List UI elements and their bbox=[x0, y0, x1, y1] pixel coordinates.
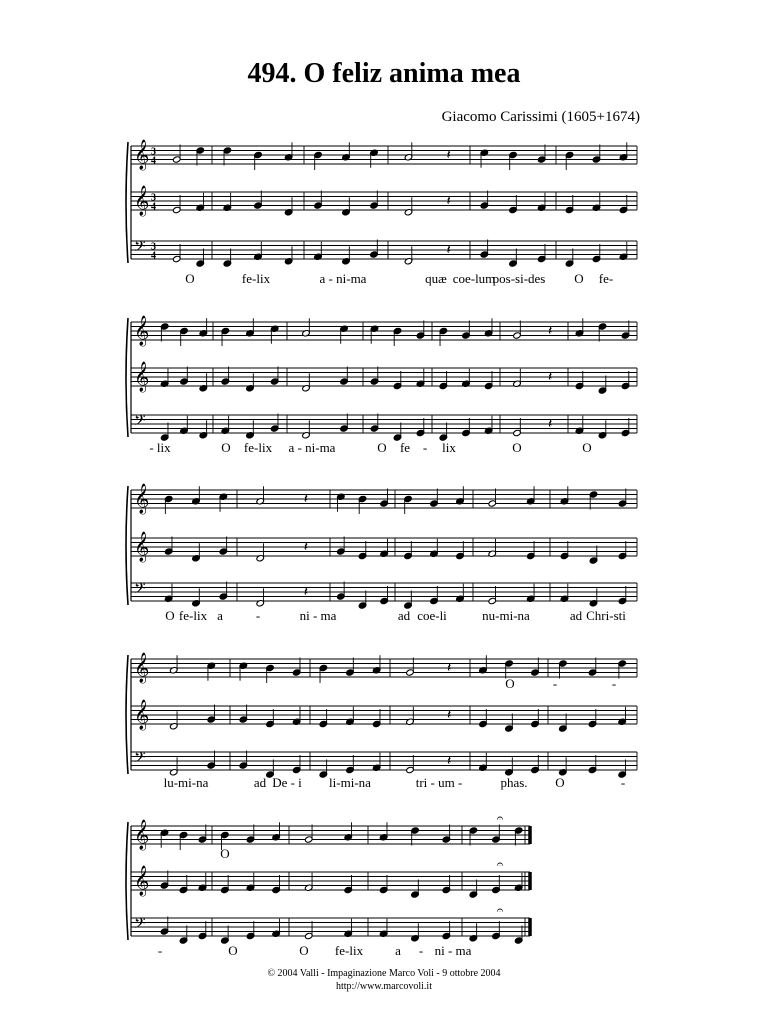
treble-clef-icon: 𝄞 bbox=[134, 700, 150, 730]
lyric-syllable: ni - ma bbox=[434, 943, 472, 958]
lyric-syllable: a - ni-ma bbox=[319, 271, 367, 286]
lyric-syllable: phas. bbox=[500, 775, 528, 790]
system-3 bbox=[126, 483, 637, 623]
lyric-syllable: fe-lix bbox=[241, 271, 271, 286]
lyric-syllable: O bbox=[221, 440, 231, 455]
staff-soprano bbox=[131, 652, 637, 684]
lyric-syllable: O bbox=[185, 271, 195, 286]
staff-bass bbox=[131, 238, 637, 262]
treble-clef-icon: 𝄞 bbox=[134, 866, 150, 896]
lyric-syllable: O bbox=[512, 440, 522, 455]
treble-clef-icon: 𝄞 bbox=[134, 653, 150, 683]
quarter-rest-icon: 𝄽 bbox=[446, 193, 451, 209]
lyric-syllable: O bbox=[377, 440, 387, 455]
lyric-syllable: coe-li bbox=[417, 608, 447, 623]
treble-clef-icon: 𝄞 bbox=[134, 316, 150, 346]
page-title: 494. O feliz anima mea bbox=[247, 58, 521, 89]
quarter-rest-icon: 𝄽 bbox=[447, 753, 452, 769]
lyric-syllable: lix bbox=[442, 440, 456, 455]
lyric-syllable: fe-lix bbox=[334, 943, 364, 958]
staff-soprano bbox=[131, 139, 637, 171]
quarter-rest-icon: 𝄽 bbox=[447, 707, 452, 723]
system-brace bbox=[126, 655, 128, 774]
lyric-syllable: lu-mi-na bbox=[163, 775, 209, 790]
time-signature-denominator: 4 bbox=[151, 250, 156, 262]
treble-clef-icon: 𝄞 bbox=[134, 820, 150, 850]
system-5 bbox=[126, 811, 530, 958]
treble-clef-icon: 𝄞 bbox=[134, 186, 150, 216]
lyric-syllable: fe- bbox=[598, 271, 614, 286]
bass-clef-icon: 𝄢 bbox=[134, 412, 146, 433]
bass-clef-icon: 𝄢 bbox=[134, 915, 146, 936]
treble-clef-icon: 𝄞 bbox=[134, 362, 150, 392]
quarter-rest-icon: 𝄽 bbox=[303, 491, 309, 507]
lyric-syllable: Chri-sti bbox=[586, 608, 626, 623]
quarter-rest-icon: 𝄽 bbox=[446, 147, 451, 163]
lyric-syllable: a bbox=[395, 943, 401, 958]
lyric-syllable: O bbox=[555, 775, 565, 790]
fermata-icon: 𝄐 bbox=[496, 811, 504, 825]
quarter-rest-icon: 𝄽 bbox=[303, 584, 309, 600]
inline-lyric: O bbox=[505, 676, 515, 691]
system-brace bbox=[126, 822, 128, 940]
lyric-syllable: a bbox=[217, 608, 223, 623]
lyric-syllable: - bbox=[620, 775, 626, 790]
lyric-syllable: quæ bbox=[425, 271, 447, 286]
system-brace bbox=[126, 486, 128, 605]
footer-copyright: © 2004 Valli - Impaginazione Marco Voli - 9 ottobre 2004 bbox=[267, 968, 501, 979]
time-signature-numerator: 3 bbox=[151, 192, 156, 204]
system-brace bbox=[126, 142, 128, 263]
staff-bass bbox=[131, 915, 530, 936]
staff-alto bbox=[131, 865, 530, 897]
bass-clef-icon: 𝄢 bbox=[134, 749, 146, 770]
staff-alto bbox=[131, 185, 637, 217]
lyric-syllable: ni - ma bbox=[299, 608, 337, 623]
quarter-rest-icon: 𝄽 bbox=[303, 539, 309, 555]
quarter-rest-icon: 𝄽 bbox=[548, 323, 553, 339]
time-signature-denominator: 4 bbox=[151, 201, 156, 213]
system-4 bbox=[126, 652, 637, 790]
lyric-syllable: O bbox=[582, 440, 592, 455]
fermata-icon: 𝄐 bbox=[496, 903, 504, 917]
staff-bass bbox=[131, 749, 637, 770]
lyric-syllable: O bbox=[574, 271, 584, 286]
lyric-syllable: - bbox=[418, 943, 424, 958]
lyric-syllable: O bbox=[165, 608, 175, 623]
fermata-icon: 𝄐 bbox=[496, 857, 504, 871]
lyric-syllable: O bbox=[228, 943, 238, 958]
lyric-syllable: fe bbox=[399, 440, 411, 455]
lyric-syllable: - bbox=[157, 943, 163, 958]
inline-lyric: - bbox=[552, 676, 558, 691]
treble-clef-icon: 𝄞 bbox=[134, 140, 150, 170]
time-signature-numerator: 3 bbox=[151, 146, 156, 158]
inline-lyric: - bbox=[611, 676, 617, 691]
lyric-syllable: fe-lix bbox=[178, 608, 208, 623]
treble-clef-icon: 𝄞 bbox=[134, 484, 150, 514]
lyric-syllable: De - i bbox=[272, 775, 302, 790]
footer-url: http://www.marcovoli.it bbox=[335, 981, 432, 992]
quarter-rest-icon: 𝄽 bbox=[548, 369, 553, 385]
system-brace bbox=[126, 318, 128, 437]
lyric-syllable: - lix bbox=[149, 440, 171, 455]
lyric-syllable: fe-lix bbox=[243, 440, 273, 455]
lyric-syllable: - bbox=[422, 440, 428, 455]
lyric-syllable: ad bbox=[569, 608, 583, 623]
lyric-syllable: li-mi-na bbox=[329, 775, 371, 790]
lyric-syllable: ad bbox=[397, 608, 411, 623]
quarter-rest-icon: 𝄽 bbox=[548, 416, 553, 432]
lyric-syllable: nu-mi-na bbox=[482, 608, 530, 623]
lyric-syllable: ad bbox=[253, 775, 267, 790]
lyric-syllable: coe-lum bbox=[452, 271, 496, 286]
composer-credit: Giacomo Carissimi (1605+1674) bbox=[441, 109, 640, 125]
bass-clef-icon: 𝄢 bbox=[134, 580, 146, 601]
treble-clef-icon: 𝄞 bbox=[134, 532, 150, 562]
system-1 bbox=[126, 139, 637, 286]
lyric-syllable: O bbox=[299, 943, 309, 958]
lyric-syllable: pos-si-des bbox=[492, 271, 546, 286]
time-signature-numerator: 3 bbox=[151, 241, 156, 253]
lyric-syllable: tri - um - bbox=[415, 775, 463, 790]
bass-clef-icon: 𝄢 bbox=[134, 238, 146, 259]
lyric-syllable: a - ni-ma bbox=[288, 440, 336, 455]
quarter-rest-icon: 𝄽 bbox=[447, 660, 452, 676]
staff-soprano bbox=[131, 483, 637, 515]
time-signature-denominator: 4 bbox=[151, 155, 156, 167]
system-2 bbox=[126, 315, 637, 455]
lyric-syllable: - bbox=[255, 608, 261, 623]
quarter-rest-icon: 𝄽 bbox=[446, 242, 451, 258]
inline-lyric: O bbox=[220, 846, 230, 861]
